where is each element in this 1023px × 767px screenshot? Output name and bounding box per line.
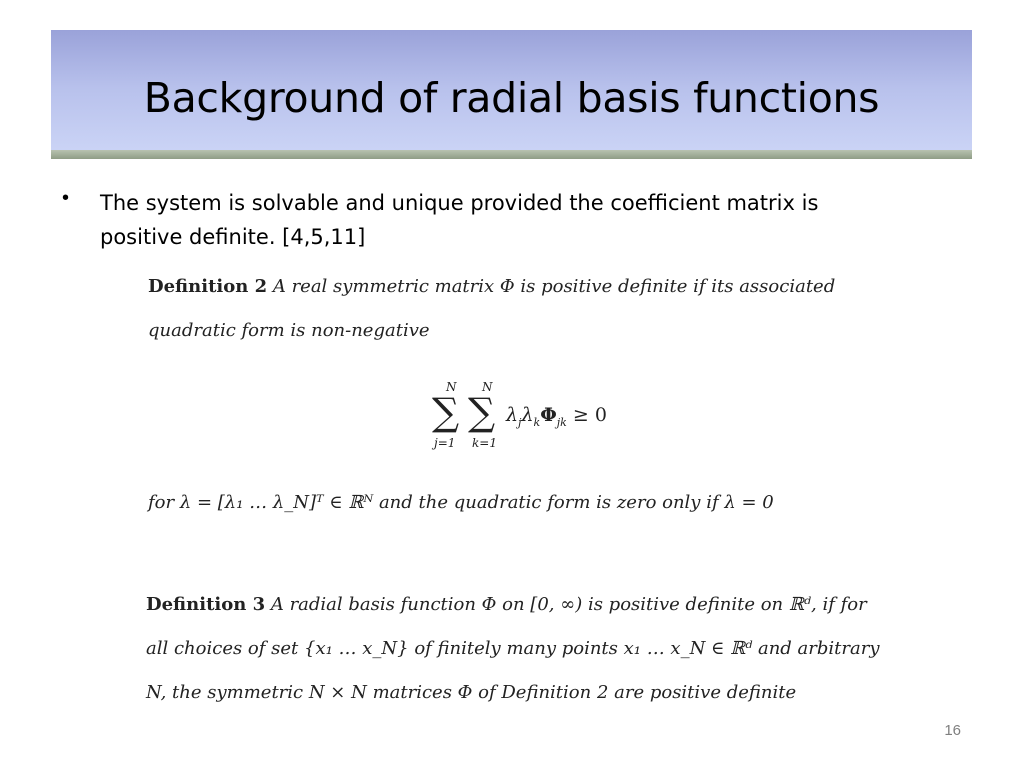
slide-title: Background of radial basis functions bbox=[143, 74, 880, 122]
definition-3-line-2: all choices of set {x₁ … x_N} of finitely many points x₁ … x_N ∈ ℝᵈ and arbitrary bbox=[146, 638, 880, 659]
definition-3-line-3: N, the symmetric N × N matrices Φ of Definition 2 are positive definite bbox=[146, 682, 797, 703]
sum-upper-2: N bbox=[482, 380, 493, 394]
lambda-k: λ bbox=[521, 404, 534, 426]
definition-2-text-1: A real symmetric matrix Φ is positive definite if its associated bbox=[272, 276, 836, 297]
double-sum-equation bbox=[432, 380, 632, 460]
sum-upper-1: N bbox=[446, 380, 457, 394]
lambda-j: λ bbox=[506, 404, 519, 426]
sum-relation: ≥ 0 bbox=[572, 404, 607, 426]
sum-lower-1: j=1 bbox=[434, 436, 456, 450]
sigma-2-icon: ∑ bbox=[468, 390, 496, 434]
bullet-marker: • bbox=[62, 187, 70, 209]
definition-2-line-3: for λ = [λ₁ … λ_N]ᵀ ∈ ℝᴺ and the quadratic form is zero only if λ = 0 bbox=[148, 492, 774, 513]
sum-lower-2: k=1 bbox=[472, 436, 497, 450]
sub-jk: jk bbox=[556, 415, 567, 429]
sub-j: j bbox=[518, 415, 522, 429]
page-number: 16 bbox=[944, 722, 961, 739]
definition-2-line-1 bbox=[148, 276, 835, 297]
sum-summand bbox=[506, 404, 607, 429]
definition-2-line-2: quadratic form is non-negative bbox=[148, 320, 430, 341]
definition-3-line-1 bbox=[146, 594, 867, 615]
definition-3-head: Definition 3 bbox=[146, 594, 266, 615]
sub-k: k bbox=[533, 415, 541, 429]
definition-3-text-1: A radial basis function Φ on [0, ∞) is positive definite on ℝᵈ, if for bbox=[270, 594, 867, 615]
definition-2-head: Definition 2 bbox=[148, 276, 268, 297]
bullet-text: The system is solvable and unique provided the coefficient matrix is positive definite. [4,5,11] bbox=[100, 191, 819, 249]
title-bar bbox=[51, 30, 972, 159]
title-bar-bottom-band bbox=[51, 150, 972, 159]
phi-symbol: Φ bbox=[540, 404, 557, 426]
sigma-1-icon: ∑ bbox=[432, 390, 460, 434]
